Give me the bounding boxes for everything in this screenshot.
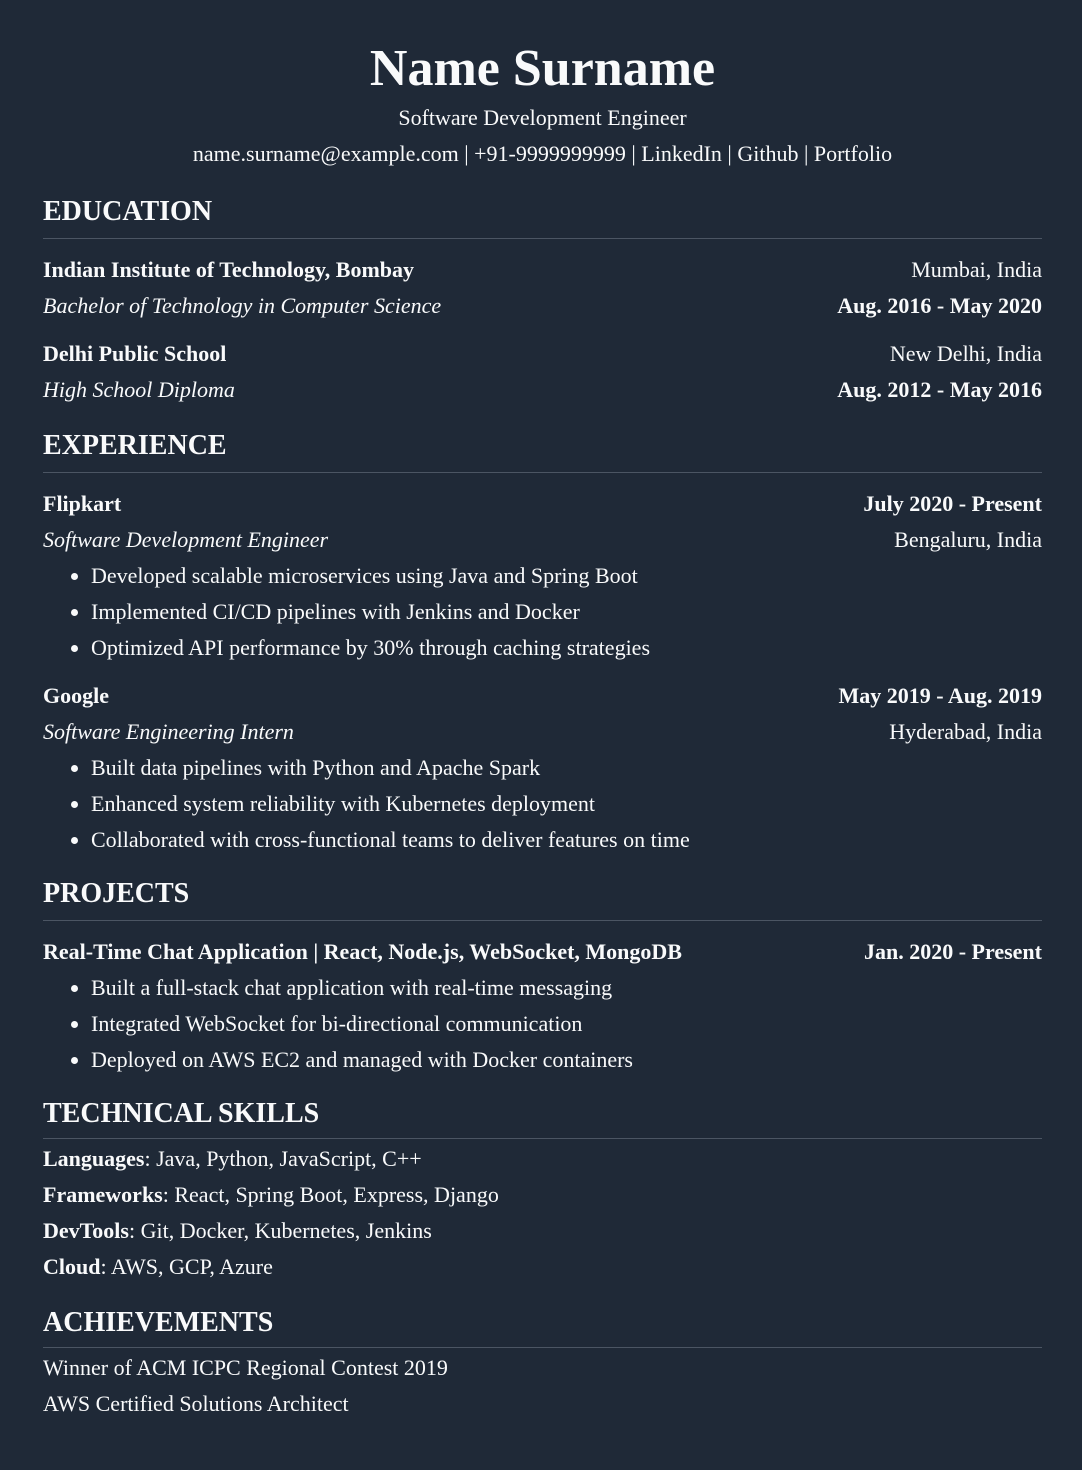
section-heading-education: EDUCATION <box>43 194 1042 239</box>
skill-row-languages <box>43 1141 1042 1177</box>
skill-row-devtools <box>43 1213 1042 1249</box>
bullet-item: • Developed scalable microservices using Java and Spring Boot <box>91 558 1042 594</box>
skill-row-frameworks <box>43 1177 1042 1213</box>
experience-dates: July 2020 - Present <box>863 491 1042 516</box>
job-location: Bengaluru, India <box>894 527 1042 552</box>
institution-name: Delhi Public School <box>43 341 227 366</box>
skill-value: : Git, Docker, Kubernetes, Jenkins <box>128 1218 432 1243</box>
skills-section <box>43 1096 1042 1285</box>
portfolio-link[interactable]: Portfolio <box>813 141 893 166</box>
experience-entry <box>43 678 1042 858</box>
skill-value: : AWS, GCP, Azure <box>100 1254 273 1279</box>
contact-line <box>43 136 1042 172</box>
candidate-name: Name Surname <box>369 40 716 97</box>
company-name: Flipkart <box>43 491 122 516</box>
github-link[interactable]: Github <box>737 141 799 166</box>
bullet-item: • Optimized API performance by 30% through caching strategies <box>91 630 1042 666</box>
section-heading-experience: EXPERIENCE <box>43 428 1042 473</box>
project-dates: Jan. 2020 - Present <box>863 939 1042 964</box>
education-entry <box>43 252 1042 324</box>
experience-bullets <box>43 558 1042 666</box>
achievement-item: AWS Certified Solutions Architect <box>43 1391 349 1416</box>
bullet-item: • Collaborated with cross-functional teams to deliver features on time <box>91 822 1042 858</box>
separator: | <box>458 141 475 166</box>
skill-label: Cloud <box>43 1254 101 1279</box>
bullet-item: • Enhanced system reliability with Kubernetes deployment <box>91 786 1042 822</box>
job-role: Software Development Engineer <box>43 527 329 552</box>
skill-label: DevTools <box>43 1218 129 1243</box>
bullet-item: • Built data pipelines with Python and Apache Spark <box>91 750 1042 786</box>
section-heading-projects: PROJECTS <box>43 876 1042 921</box>
job-location: Hyderabad, India <box>889 719 1042 744</box>
project-title: Real-Time Chat Application | React, Node.js, WebSocket, MongoDB <box>43 939 682 964</box>
achievement-item: Winner of ACM ICPC Regional Contest 2019 <box>43 1355 448 1380</box>
skill-value: : Java, Python, JavaScript, C++ <box>144 1146 422 1171</box>
bullet-item: • Deployed on AWS EC2 and managed with Docker containers <box>91 1042 1042 1078</box>
experience-dates: May 2019 - Aug. 2019 <box>838 683 1042 708</box>
separator: | <box>721 141 738 166</box>
company-name: Google <box>43 683 109 708</box>
phone-link[interactable]: +91-9999999999 <box>474 141 626 166</box>
projects-section <box>43 876 1042 1078</box>
institution-name: Indian Institute of Technology, Bombay <box>43 257 415 282</box>
skill-label: Languages <box>43 1146 145 1171</box>
section-heading-skills: TECHNICAL SKILLS <box>43 1096 1042 1139</box>
experience-section <box>43 428 1042 858</box>
separator: | <box>798 141 814 166</box>
linkedin-link[interactable]: LinkedIn <box>641 141 722 166</box>
skills-list <box>43 1141 1042 1285</box>
education-section <box>43 194 1042 408</box>
job-role: Software Engineering Intern <box>43 719 294 744</box>
project-bullets <box>43 970 1042 1078</box>
experience-entry <box>43 486 1042 666</box>
skill-row-cloud <box>43 1249 1042 1285</box>
achievements-list <box>43 1350 1042 1422</box>
separator: | <box>625 141 642 166</box>
bullet-item: • Integrated WebSocket for bi-directional communication <box>91 1006 1042 1042</box>
skill-label: Frameworks <box>43 1182 163 1207</box>
bullet-item: • Implemented CI/CD pipelines with Jenkins and Docker <box>91 594 1042 630</box>
degree: Bachelor of Technology in Computer Science <box>43 293 442 318</box>
education-entry <box>43 336 1042 408</box>
bullet-item: • Built a full-stack chat application with real-time messaging <box>91 970 1042 1006</box>
resume-header <box>43 0 1042 172</box>
candidate-title: Software Development Engineer <box>398 105 687 130</box>
section-heading-achievements: ACHIEVEMENTS <box>43 1305 1042 1348</box>
achievements-section <box>43 1305 1042 1422</box>
education-dates: Aug. 2016 - May 2020 <box>837 293 1042 318</box>
experience-bullets <box>43 750 1042 858</box>
degree: High School Diploma <box>43 377 235 402</box>
project-entry <box>43 934 1042 1078</box>
education-dates: Aug. 2012 - May 2016 <box>837 377 1042 402</box>
email-link[interactable]: name.surname@example.com <box>192 141 459 166</box>
institution-location: New Delhi, India <box>889 341 1042 366</box>
skill-value: : React, Spring Boot, Express, Django <box>162 1182 499 1207</box>
institution-location: Mumbai, India <box>911 257 1042 282</box>
